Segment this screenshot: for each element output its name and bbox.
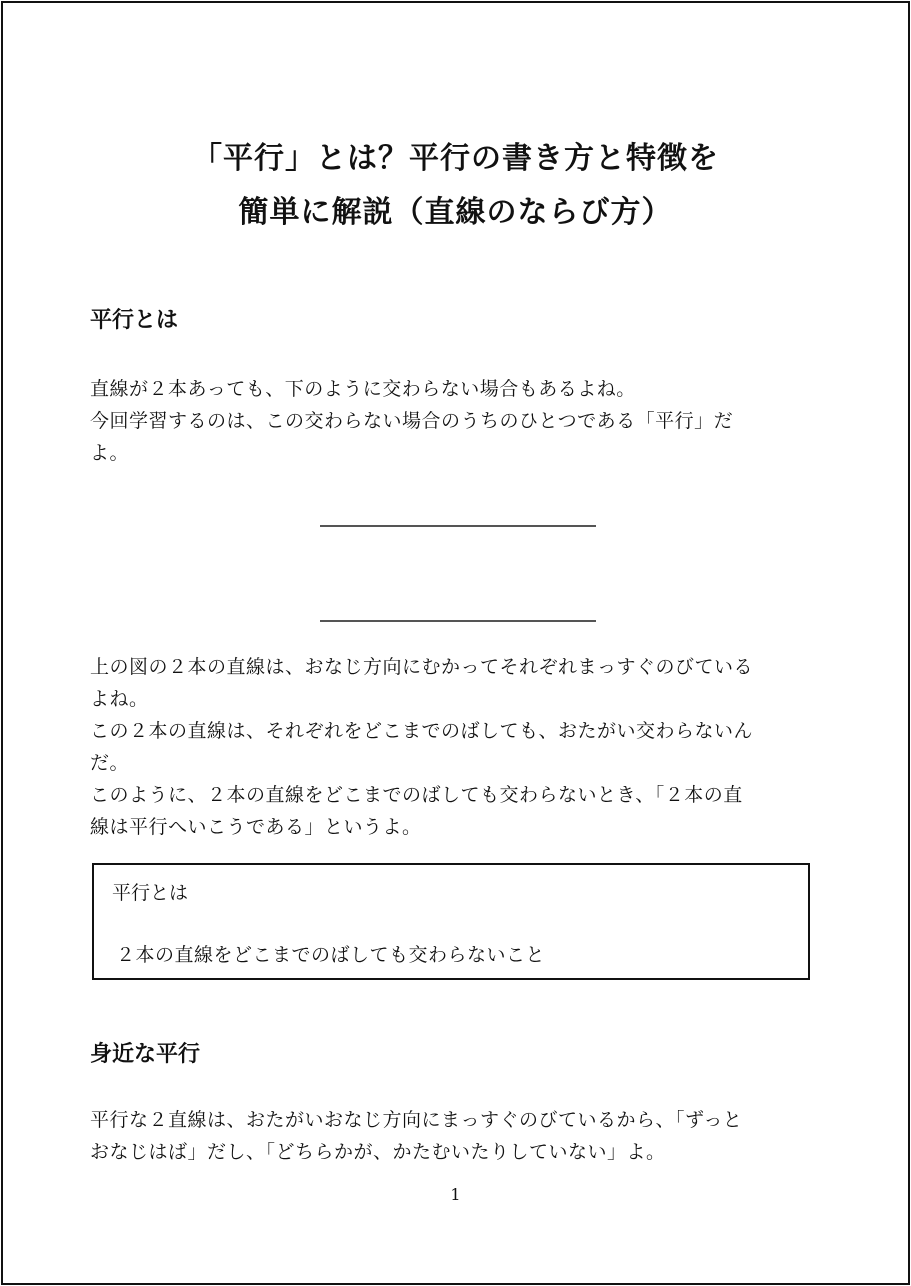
intro-paragraph (90, 373, 820, 469)
explanation-line: この２本の直線は、それぞれをどこまでのばしても、おたがい交わらないん (90, 720, 754, 742)
explanation-line: 線は平行へいこうである」というよ。 (90, 816, 422, 838)
explanation-line: だ。 (90, 752, 130, 774)
parallel-line-lower (320, 620, 596, 622)
definition-box (92, 863, 810, 980)
explanation-line: このように、２本の直線をどこまでのばしても交わらないとき、「２本の直 (90, 784, 743, 806)
section-heading-parallel: 平行とは (90, 308, 179, 333)
section-heading-familiar-parallel: 身近な平行 (90, 1042, 201, 1067)
explanation-paragraph (90, 651, 820, 843)
page-title (0, 132, 911, 240)
intro-line: よ。 (90, 442, 130, 464)
familiar-line: 平行な２直線は、おたがいおなじ方向にまっすぐのびているから、「ずっと (90, 1109, 743, 1131)
parallel-line-upper (320, 525, 596, 527)
explanation-line: 上の図の２本の直線は、おなじ方向にむかってそれぞれまっすぐのびている (90, 656, 754, 678)
familiar-line: おなじはば」だし、「どちらかが、かたむいたりしていない」よ。 (90, 1141, 666, 1163)
page-title-line-2: 簡単に解説（直線のならび方） (238, 195, 673, 230)
definition-box-text: ２本の直線をどこまでのばしても交わらないこと (116, 944, 546, 966)
intro-line: 今回学習するのは、この交わらない場合のうちのひとつである「平行」だ (90, 410, 734, 432)
page-title-line-1: 「平行」とは？平行の書き方と特徴を (192, 141, 719, 176)
definition-box-title: 平行とは (112, 882, 189, 904)
familiar-parallel-paragraph (90, 1104, 820, 1168)
page-number: 1 (450, 1185, 461, 1204)
intro-line: 直線が２本あっても、下のように交わらない場合もあるよね。 (90, 378, 636, 400)
explanation-line: よね。 (90, 688, 149, 710)
